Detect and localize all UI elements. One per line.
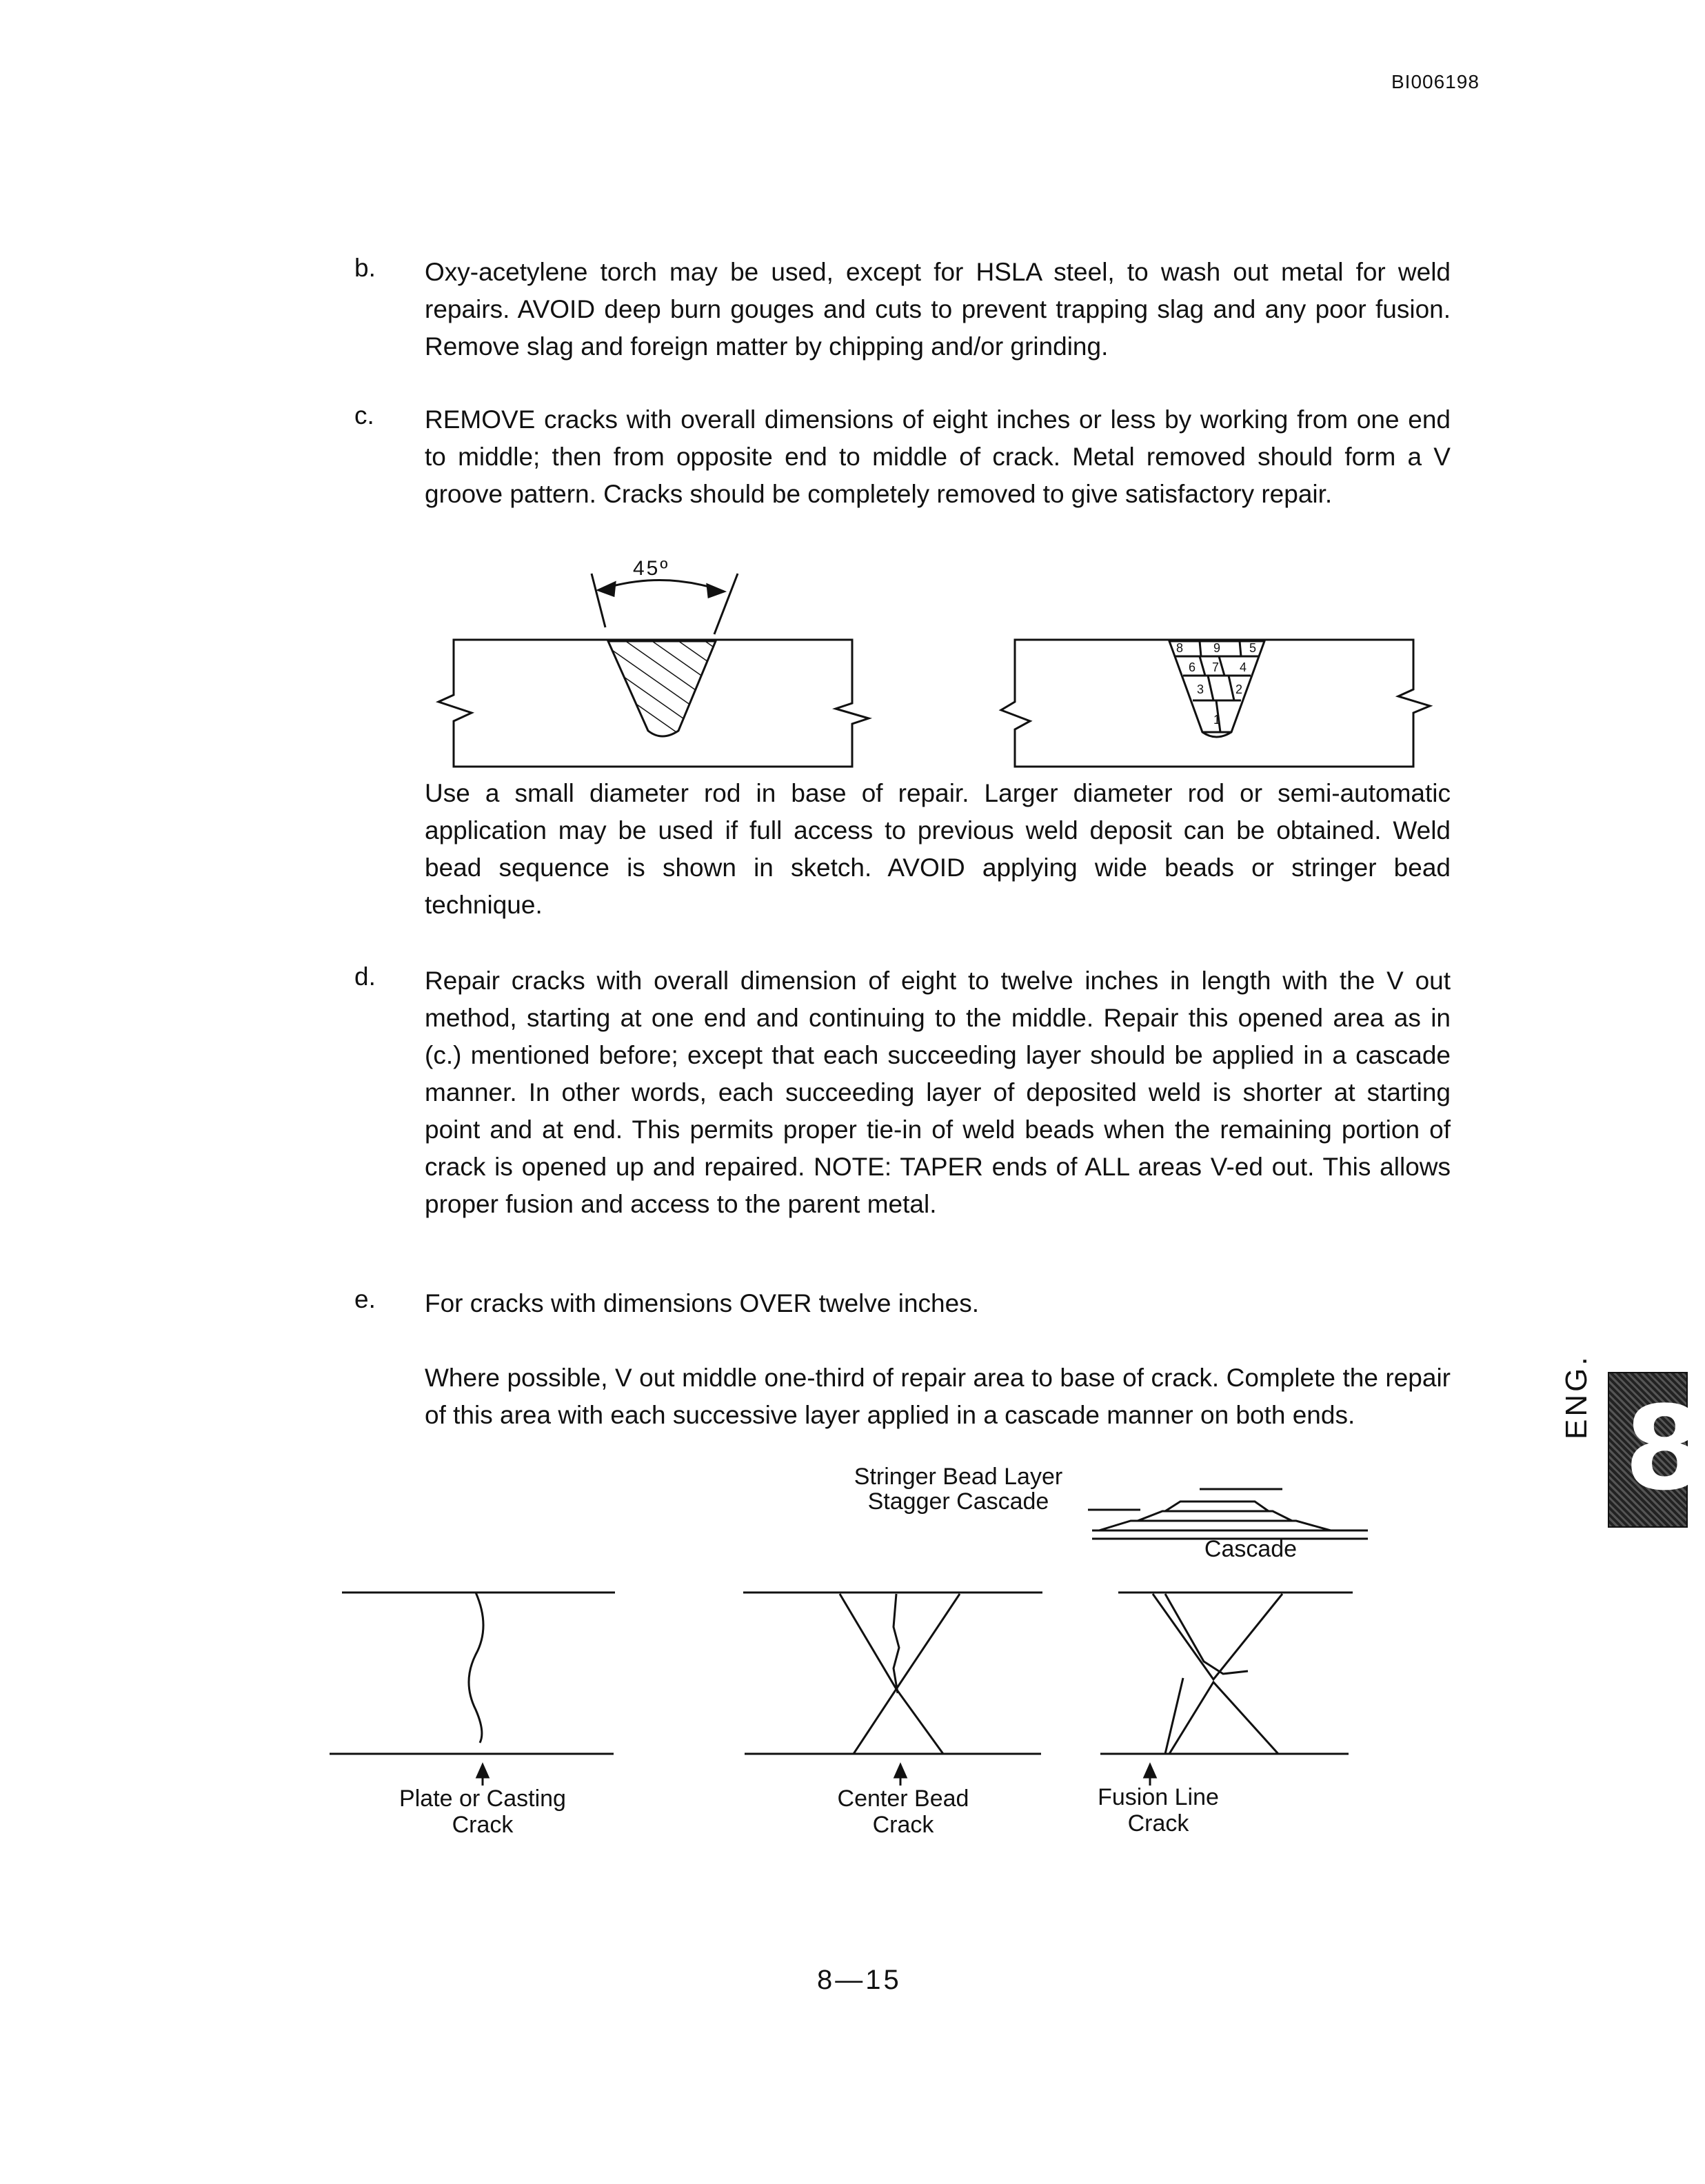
weld-v-beads bbox=[1169, 641, 1264, 737]
cascade-layers bbox=[1088, 1489, 1368, 1539]
plate-right bbox=[1001, 640, 1430, 767]
cascade-label: Cascade bbox=[1204, 1536, 1298, 1562]
side-tab-number: 8 bbox=[1624, 1381, 1705, 1516]
svg-text:7: 7 bbox=[1212, 660, 1220, 674]
svg-text:4: 4 bbox=[1240, 660, 1247, 674]
bead-numbers bbox=[1176, 641, 1256, 727]
page-number: 8—15 bbox=[817, 1965, 902, 1995]
fusion-line-crack-drawing bbox=[1100, 1593, 1353, 1786]
caption-line1: Center Bead bbox=[837, 1786, 969, 1812]
caption-line1: Plate or Casting bbox=[399, 1786, 566, 1812]
caption-center-bead-crack bbox=[786, 1786, 1020, 1838]
center-bead-crack-drawing bbox=[743, 1593, 1042, 1786]
angle-label: 45º bbox=[633, 557, 670, 580]
item-text: For cracks with dimensions OVER twelve inches. bbox=[425, 1289, 979, 1317]
angle-indicator bbox=[592, 574, 738, 634]
stringer-label-line1: Stringer Bead Layer bbox=[854, 1464, 1063, 1490]
svg-text:3: 3 bbox=[1197, 682, 1204, 696]
weld-v-hatched bbox=[608, 641, 716, 736]
svg-text:2: 2 bbox=[1235, 682, 1243, 696]
item-letter: d. bbox=[354, 962, 376, 991]
caption-plate-crack bbox=[359, 1786, 607, 1838]
side-tab-label: ENG. bbox=[1560, 1354, 1593, 1439]
e-note: Where possible, V out middle one-third of repair area to base of crack. Complete the repair of this area with each successive layer applied in a cascade manner on both ends. bbox=[425, 1364, 1451, 1429]
caption-line2: Crack bbox=[872, 1812, 934, 1838]
item-letter: c. bbox=[354, 401, 374, 429]
item-text: Oxy-acetylene torch may be used, except for HSLA steel, to wash out metal for weld repairs. AVOID deep burn gouges and cuts to prevent trapping slag and any poor fusion. Remove slag and foreign matter by chipping and/or grinding. bbox=[425, 258, 1451, 361]
svg-text:5: 5 bbox=[1249, 641, 1257, 655]
caption-line1: Fusion Line bbox=[1098, 1784, 1219, 1810]
item-letter: b. bbox=[354, 254, 376, 282]
item-text: REMOVE cracks with overall dimensions of eight inches or less by working from one end to middle; then from opposite end to middle of crack. Metal removed should form a V groove pattern. Cracks should be completely removed to give satisfactory repair. bbox=[425, 405, 1451, 508]
plate-left bbox=[438, 640, 869, 767]
c-note: Use a small diameter rod in base of repair. Larger diameter rod or semi-automatic application may be used if full access to previous weld deposit can be obtained. Weld bead sequence is shown in sketch. AVOID applying wide beads or stringer bead technique. bbox=[425, 779, 1451, 919]
caption-line2: Crack bbox=[452, 1812, 514, 1838]
item-text: Repair cracks with overall dimension of eight to twelve inches in length with the V out method, starting at one end and continuing to the middle. Repair this opened area as in (c.) mentioned before; except that each succeeding layer should be applied in a cascade manner. In other words, each succeeding layer of deposited weld is shorter at starting point and at end. This permits proper tie-in of weld beads when the remaining portion of crack is opened up and repaired. NOTE: TAPER ends of ALL areas V-ed out. This allows proper fusion and access to the parent metal. bbox=[425, 967, 1451, 1218]
item-letter: e. bbox=[354, 1285, 376, 1313]
stringer-label bbox=[827, 1464, 1089, 1514]
stringer-label-line2: Stagger Cascade bbox=[867, 1488, 1049, 1515]
svg-text:1: 1 bbox=[1213, 713, 1221, 727]
document-id: BI006198 bbox=[1391, 71, 1480, 92]
svg-text:6: 6 bbox=[1189, 660, 1196, 674]
plate-crack-drawing bbox=[330, 1593, 615, 1786]
caption-fusion-line-crack bbox=[1041, 1784, 1275, 1837]
svg-text:8: 8 bbox=[1176, 641, 1184, 655]
svg-text:9: 9 bbox=[1213, 641, 1221, 655]
caption-line2: Crack bbox=[1127, 1810, 1189, 1837]
